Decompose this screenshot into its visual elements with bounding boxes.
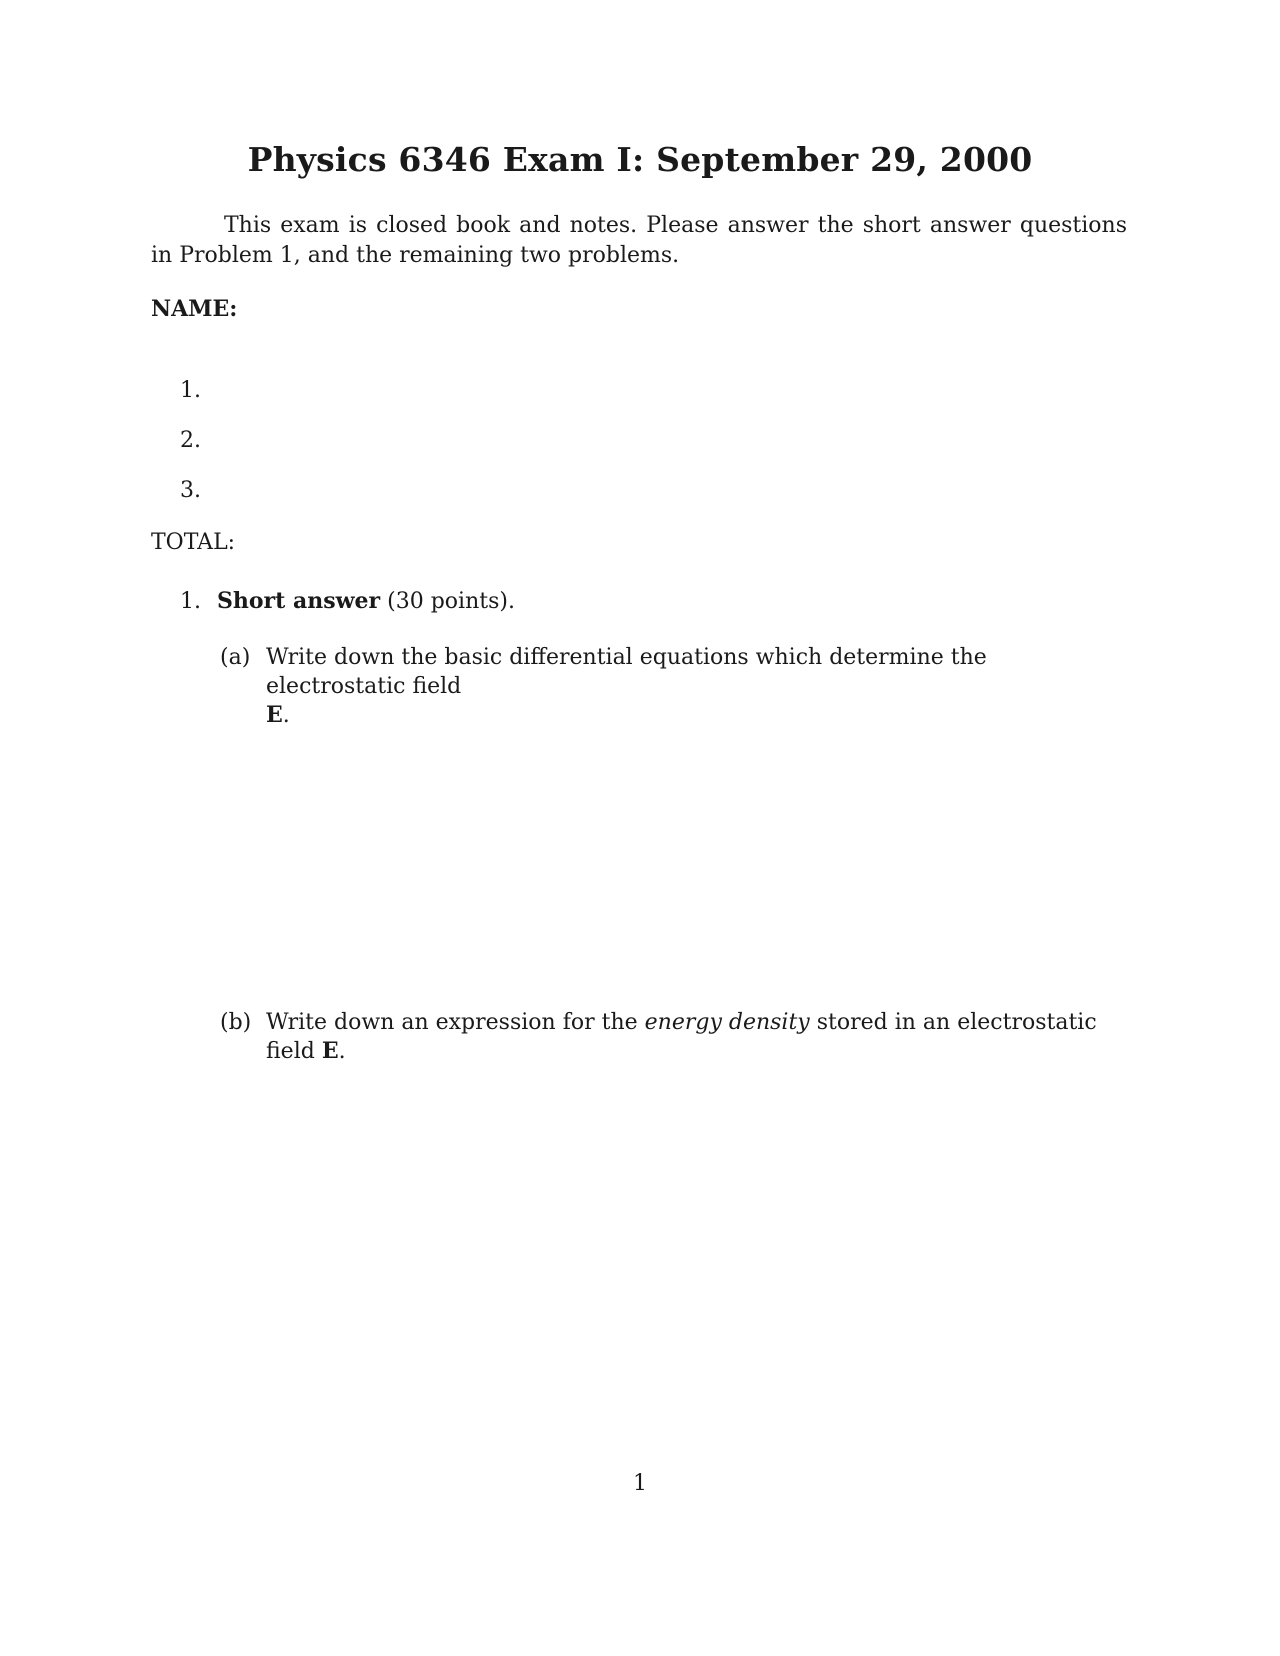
part-b-text: [266, 1008, 1128, 1066]
part-a-question: Write down the basic differential equations which determine the electrostatic field: [266, 645, 987, 699]
problem-1-heading: [180, 588, 515, 614]
score-line-3: 3.: [180, 478, 201, 503]
part-b-label: (b): [220, 1010, 252, 1035]
total-label: TOTAL:: [151, 530, 236, 555]
problem-number: 1.: [180, 589, 201, 614]
name-label: NAME:: [151, 296, 238, 322]
field-symbol: E: [266, 702, 283, 728]
score-line-2: 2.: [180, 428, 201, 453]
part-b-period: .: [338, 1039, 346, 1064]
part-b: [220, 1008, 1128, 1066]
part-a-period: .: [282, 703, 290, 728]
part-a-label: (a): [220, 645, 251, 670]
field-symbol: E: [321, 1038, 339, 1064]
part-b-question-end: stored in an electrostatic field: [266, 1010, 1097, 1064]
page-number: 1: [633, 1471, 647, 1496]
intro-paragraph: This exam is closed book and notes. Please answer the short answer questions in Problem 1, and the remaining two problems.: [151, 213, 1127, 268]
part-b-question-start: Write down an expression for the: [266, 1010, 638, 1035]
page-title: Physics 6346 Exam I: September 29, 2000: [247, 140, 1033, 179]
energy-density-term: energy density: [644, 1010, 810, 1035]
score-line-1: 1.: [180, 378, 201, 403]
part-a: [220, 643, 1128, 730]
problem-title: Short answer: [217, 588, 381, 614]
part-a-text: [266, 643, 1128, 730]
problem-points: (30 points).: [387, 589, 515, 614]
